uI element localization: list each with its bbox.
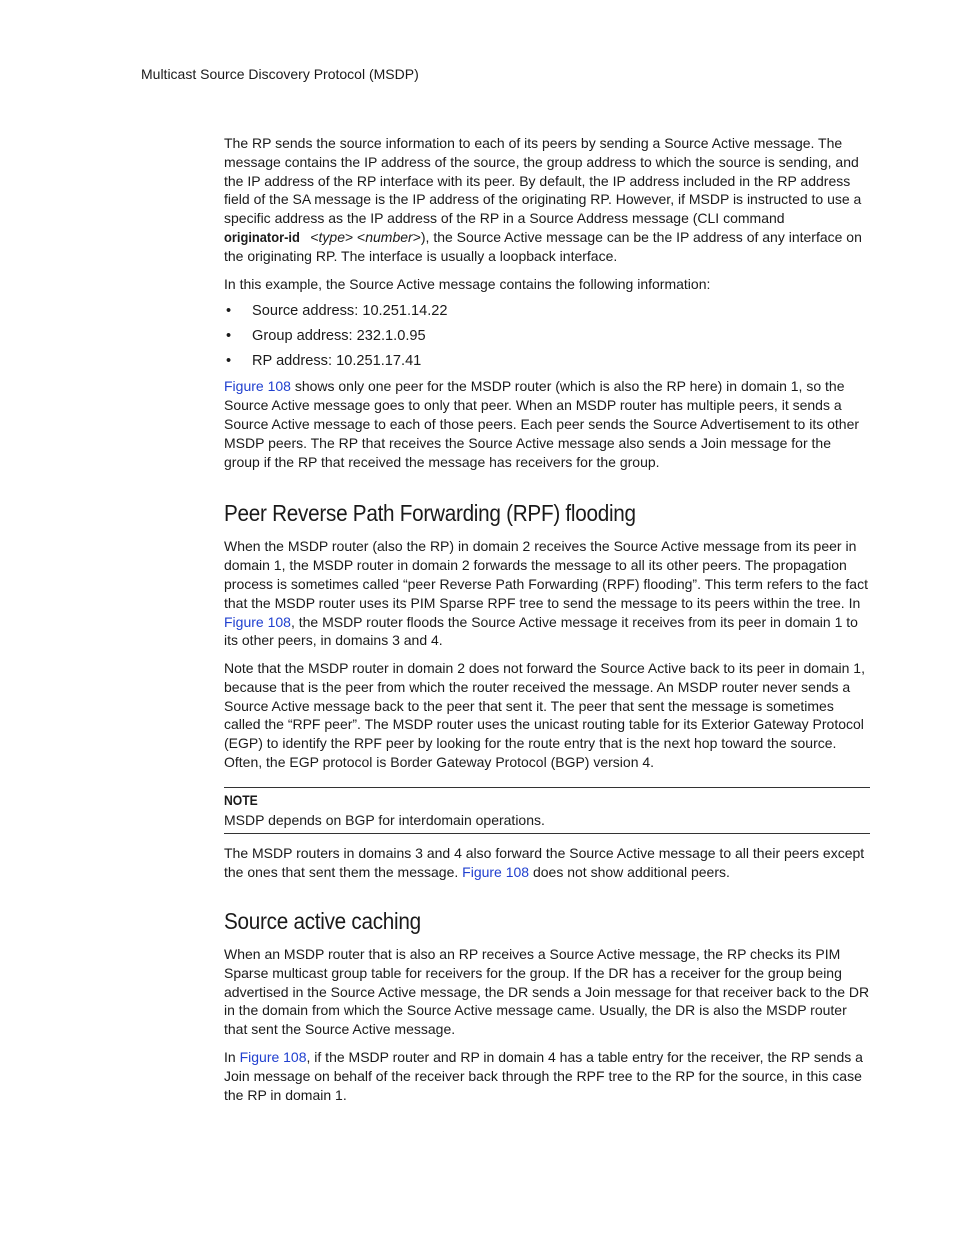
running-header: Multicast Source Discovery Protocol (MSDP)	[141, 66, 419, 82]
cache-p2-text-a: In	[224, 1049, 240, 1066]
list-item-group-address: • Group address: 232.1.0.95	[224, 327, 870, 346]
intro-p3-text: shows only one peer for the MSDP router (which is also the RP here) in domain 1, so the Source Active message goes to only that peer. When an MSDP router has multiple peers, it sends a Source Active message to each of those peers. Each peer sends the Source Advertisement to its other MSDP peers. The RP that receives the Source Active message also sends a Join message for the group if the RP that received the message has receivers for the group.	[224, 378, 860, 470]
cli-param-type: type	[318, 228, 345, 245]
rpf-p3-text-a: The MSDP routers in domains 3 and 4 also forward the Source Active message to all their peers except the ones that sent them the message.	[224, 845, 865, 881]
rpf-paragraph-1	[224, 537, 870, 650]
section-heading-source-active-caching: Source active caching	[224, 908, 421, 935]
intro-text-lt: <	[306, 228, 319, 245]
figure-108-link[interactable]: Figure 108	[224, 378, 291, 395]
sa-info-list	[224, 302, 870, 371]
section-heading-rpf-flooding: Peer Reverse Path Forwarding (RPF) flooding	[224, 500, 636, 527]
note-label: NOTE	[224, 792, 258, 808]
rpf-p1-text-b: , the MSDP router floods the Source Active message it receives from its peer in domain 1 to its other peers, in domains 3 and 4.	[224, 613, 858, 649]
intro-text-b: >), the Source Active message can be the IP address of any interface on the originating RP. The interface is usually a loopback interface.	[224, 228, 862, 264]
rpf-paragraph-2: Note that the MSDP router in domain 2 does not forward the Source Active back to its peer in domain 1, because that is the peer from which the router received the message. An MSDP router never sends a Source Active message back to the peer that sent it. The peer that sent the message is sometimes called the “RPF peer”. The MSDP router uses the unicast routing table for its Exterior Gateway Protocol (EGP) to identify the RPF peer by looking for the route entry that is the next hop toward the source. Often, the EGP protocol is Border Gateway Protocol (BGP) version 4.	[224, 660, 865, 771]
intro-paragraph-2: In this example, the Source Active message contains the following information:	[224, 275, 711, 292]
page-content	[224, 134, 870, 1113]
cache-paragraph-1: When an MSDP router that is also an RP receives a Source Active message, the RP checks its PIM Sparse multicast group table for receivers for the group. If the DR has a receiver for the group being advertised in the Source Active message, the DR sends a Join message for that receiver back to the DR in the domain from which the Source Active message came. Usually, the DR is also the MSDP router that sent the Source Active message.	[224, 946, 870, 1038]
cache-p2-text-b: , if the MSDP router and RP in domain 4 has a table entry for the receiver, the RP sends a Join message on behalf of the receiver back through the RPF tree to the RP for the source, in this case the RP in domain 1.	[224, 1049, 863, 1103]
note-text: MSDP depends on BGP for interdomain operations.	[224, 811, 545, 828]
figure-108-link[interactable]: Figure 108	[224, 613, 291, 630]
rpf-p1-text-a: When the MSDP router (also the RP) in domain 2 receives the Source Active message from its peer in domain 1, the MSDP router in domain 2 forwards the message to all its other peers. The propagation process is sometimes called “peer Reverse Path Forwarding (RPF) flooding”. This term refers to the fact that the MSDP router uses its PIM Sparse RPF tree to send the message to its peers within the tree. In	[224, 538, 868, 611]
figure-108-link[interactable]: Figure 108	[462, 864, 530, 881]
note-box	[224, 787, 870, 835]
list-item-rp-address: • RP address: 10.251.17.41	[224, 352, 870, 371]
cache-paragraph-2	[224, 1048, 870, 1104]
figure-108-link[interactable]: Figure 108	[239, 1049, 307, 1066]
intro-text-gtlt: > <	[344, 228, 366, 245]
intro-text-a: The RP sends the source information to each of its peers by sending a Source Active message. The message contains the IP address of the source, the group address to which the source is sending, and the IP address of the RP interface with its peer. By default, the IP address included in the RP address field of the SA message is the IP address of the originating RP. However, if MSDP is instructed to use a specific address as the IP address of the RP in a Source Address message (CLI command	[224, 135, 862, 227]
rpf-p3-text-b: does not show additional peers.	[529, 864, 730, 881]
list-item-source-address: • Source address: 10.251.14.22	[224, 302, 870, 321]
intro-paragraph-1	[224, 134, 870, 266]
intro-paragraph-3	[224, 377, 870, 471]
cli-command: originator-id	[224, 228, 300, 245]
cli-param-number: number	[365, 228, 413, 245]
rpf-paragraph-3	[224, 844, 870, 882]
